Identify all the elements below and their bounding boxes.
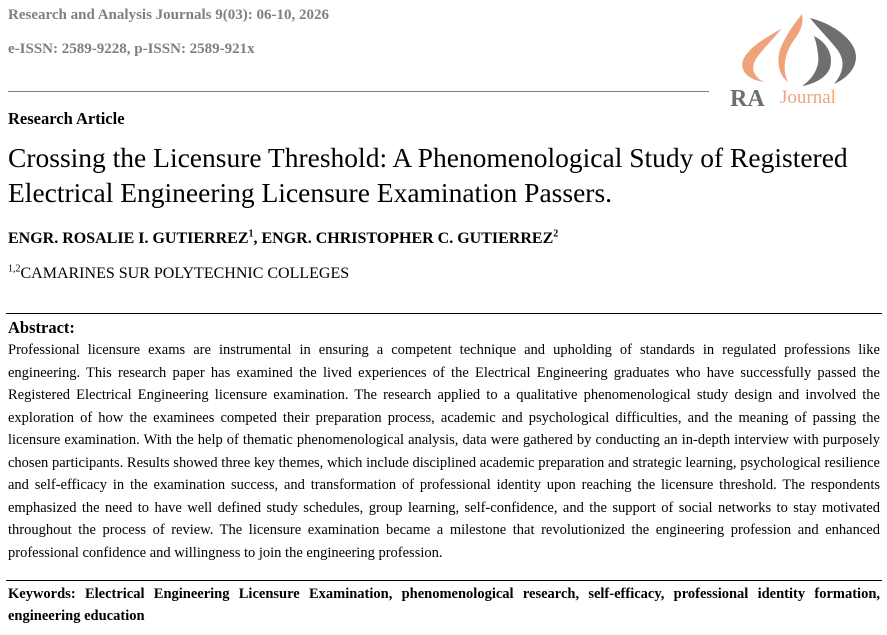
author-name: ENGR. CHRISTOPHER C. GUTIERREZ — [261, 230, 554, 247]
affiliation — [8, 265, 349, 283]
logo-emblem-icon — [742, 14, 856, 86]
article-type: Research Article — [8, 109, 125, 128]
keywords-text: Electrical Engineering Licensure Examination, phenomenological research, self-efficacy, professional identity formation, engineering education — [8, 586, 881, 624]
abstract-section — [6, 313, 882, 581]
author-affiliation-mark: 2 — [553, 228, 559, 240]
author-name: ENGR. ROSALIE I. GUTIERREZ — [8, 230, 249, 247]
author-list — [8, 230, 558, 248]
keywords-label: Keywords: — [8, 586, 76, 602]
paper-title: Crossing the Licensure Threshold: A Phenomenological Study of Registered Electrical Engineering Licensure Examination Passers. — [8, 142, 848, 208]
ra-journal-logo — [722, 6, 882, 112]
abstract-heading: Abstract: — [8, 318, 75, 337]
logo-ra-text: RA — [730, 86, 765, 112]
author-separator: , — [253, 230, 262, 247]
abstract-body: Professional licensure exams are instrumental in ensuring a competent technique and upholding of standards in regulated professions like engineering. This research paper has examined the lived experiences of the Electrical Engineering graduates who have successfully passed the Registered Electrical Engineering licensure examination. The research applied to a qualitative phenomenological study design and involved the exploration of how the examinees competed their preparation process, academic and psychological difficulties, and the meaning of passing the licensure examination. With the help of thematic phenomenological analysis, data were gathered by conducting an in-depth interview with purposely chosen participants. Results showed three key themes, which include disciplined academic preparation and strategic learning, psychological resilience and self-efficacy in the examination success, and transformation of professional identity upon reaching the licensure threshold. The respondents emphasized the need to have well defined study schedules, group learning, self-confidence, and the support of social networks to stay motivated throughout the process of review. The licensure examination became a milestone that revolutionized the engineering profession and enhanced professional confidence and willingness to join the engineering profession. — [8, 342, 880, 561]
affiliation-name: CAMARINES SUR POLYTECHNIC COLLEGES — [20, 265, 350, 282]
journal-citation: Research and Analysis Journals 9(03): 06-10, 2026 — [8, 7, 329, 23]
affiliation-mark: 1,2 — [8, 263, 21, 275]
header-divider — [8, 91, 709, 92]
issn-line: e-ISSN: 2589-9228, p-ISSN: 2589-921x — [8, 41, 255, 57]
author-affiliation-mark: 1 — [248, 228, 254, 240]
keywords — [8, 583, 880, 627]
logo-journal-text: Journal — [780, 87, 836, 108]
